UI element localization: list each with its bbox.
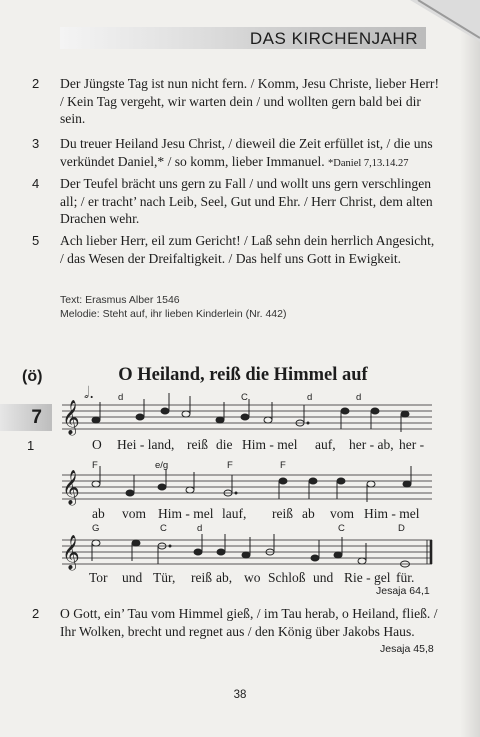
verse-text: O Gott, ein’ Tau vom Himmel gieß, / im Tau herab, o Heiland, fließ. / Ihr Wolken, brecht und regnet aus / den König über Jakobs Haus.	[60, 606, 438, 639]
chord: C	[160, 523, 167, 534]
lyric-syllable: ab,	[216, 570, 233, 585]
chord: d	[118, 392, 124, 403]
verse-reference: *Daniel 7,13.14.27	[328, 157, 409, 169]
chord: C	[338, 523, 345, 534]
chord: F	[227, 460, 233, 471]
treble-clef-icon: 𝄞	[62, 470, 80, 505]
treble-clef-icon: 𝄞	[62, 400, 80, 435]
chord: e/g	[155, 460, 169, 471]
verse-number: 5	[32, 233, 40, 248]
verse-number: 2	[32, 606, 40, 621]
chord: D	[398, 523, 405, 534]
bible-reference: Jesaja 64,1	[376, 585, 430, 597]
lyric-syllable: reiß	[187, 437, 208, 452]
svg-text:𝅗𝅥.: 𝅗𝅥.	[84, 383, 95, 402]
verse-number: 2	[32, 76, 40, 91]
lyric-syllable: die	[216, 437, 233, 452]
lyric-syllable: und	[122, 570, 143, 585]
chord: d	[307, 392, 313, 403]
lyric-syllable: ab	[302, 506, 315, 521]
song-verse-2	[32, 605, 442, 640]
lyric-syllable: Him - mel	[158, 506, 214, 521]
chord: F	[92, 460, 98, 471]
lyric-syllable: Schloß	[268, 570, 306, 585]
lyric-syllable: her - ab,	[349, 437, 394, 452]
lyric-syllable: lauf,	[222, 506, 247, 521]
lyric-syllable: Tor	[89, 570, 108, 585]
chord: G	[92, 523, 100, 534]
lyric-syllable: auf,	[315, 437, 336, 452]
lyric-syllable: ab	[92, 506, 105, 521]
lyric-syllable: vom	[122, 506, 147, 521]
song-number: 7	[31, 407, 42, 428]
verse-text: Du treuer Heiland Jesu Christ, / dieweil die Zeit erfüllet ist, / die uns verkündet Daniel,* / so komm, lieber Immanuel.	[60, 136, 433, 169]
chord: d	[197, 523, 203, 534]
song-label: (ö)	[22, 368, 43, 385]
verse-number: 4	[32, 176, 40, 191]
text-credit: Text: Erasmus Alber 1546	[60, 294, 180, 306]
page-number: 38	[233, 689, 247, 701]
lyric-syllable: reiß	[272, 506, 293, 521]
lyric-syllable: reiß	[191, 570, 212, 585]
chord: F	[280, 460, 286, 471]
treble-clef-icon: 𝄞	[62, 535, 80, 570]
verse-text: Ach lieber Herr, eil zum Gericht! / Laß sehn dein herrlich Angesicht, / das Wesen der Dreifaltigkeit. / Das helf uns Gott in Ewigkeit.	[60, 233, 435, 266]
song-title: O Heiland, reiß die Himmel auf	[118, 365, 368, 385]
chord: C	[241, 392, 248, 403]
lyric-syllable: für.	[396, 570, 415, 585]
lyric-syllable: und	[313, 570, 334, 585]
lyric-syllable: Rie - gel	[344, 570, 391, 585]
bible-reference: Jesaja 45,8	[380, 643, 434, 655]
lyric-syllable: Tür,	[153, 570, 176, 585]
verse-text: Der Teufel brächt uns gern zu Fall / und wollt uns gern verschlingen all; / er tracht’ nach Leib, Seel, Gut und Ehr. / Herr Christ, dem alten Drachen wehr.	[60, 176, 433, 226]
melody-credit: Melodie: Steht auf, ihr lieben Kinderlein (Nr. 442)	[60, 308, 287, 320]
verse-number: 3	[32, 136, 40, 151]
lyric-syllable: O	[92, 437, 102, 452]
lyric-syllable: vom	[330, 506, 355, 521]
stanza-number: 1	[27, 438, 35, 453]
lyric-syllable: Him - mel	[242, 437, 298, 452]
chord: d	[356, 392, 362, 403]
lyric-syllable: Him - mel	[364, 506, 420, 521]
verse-text: Der Jüngste Tag ist nun nicht fern. / Komm, Jesu Christe, lieber Herr! / Kein Tag vergeht, wir warten dein / und wollten gern bald bei dir sein.	[60, 76, 439, 126]
page-header-title: DAS KIRCHENJAHR	[249, 29, 418, 48]
lyric-syllable: Hei - land,	[117, 437, 175, 452]
lyric-syllable: wo	[244, 570, 261, 585]
lyric-syllable: her -	[399, 437, 425, 452]
